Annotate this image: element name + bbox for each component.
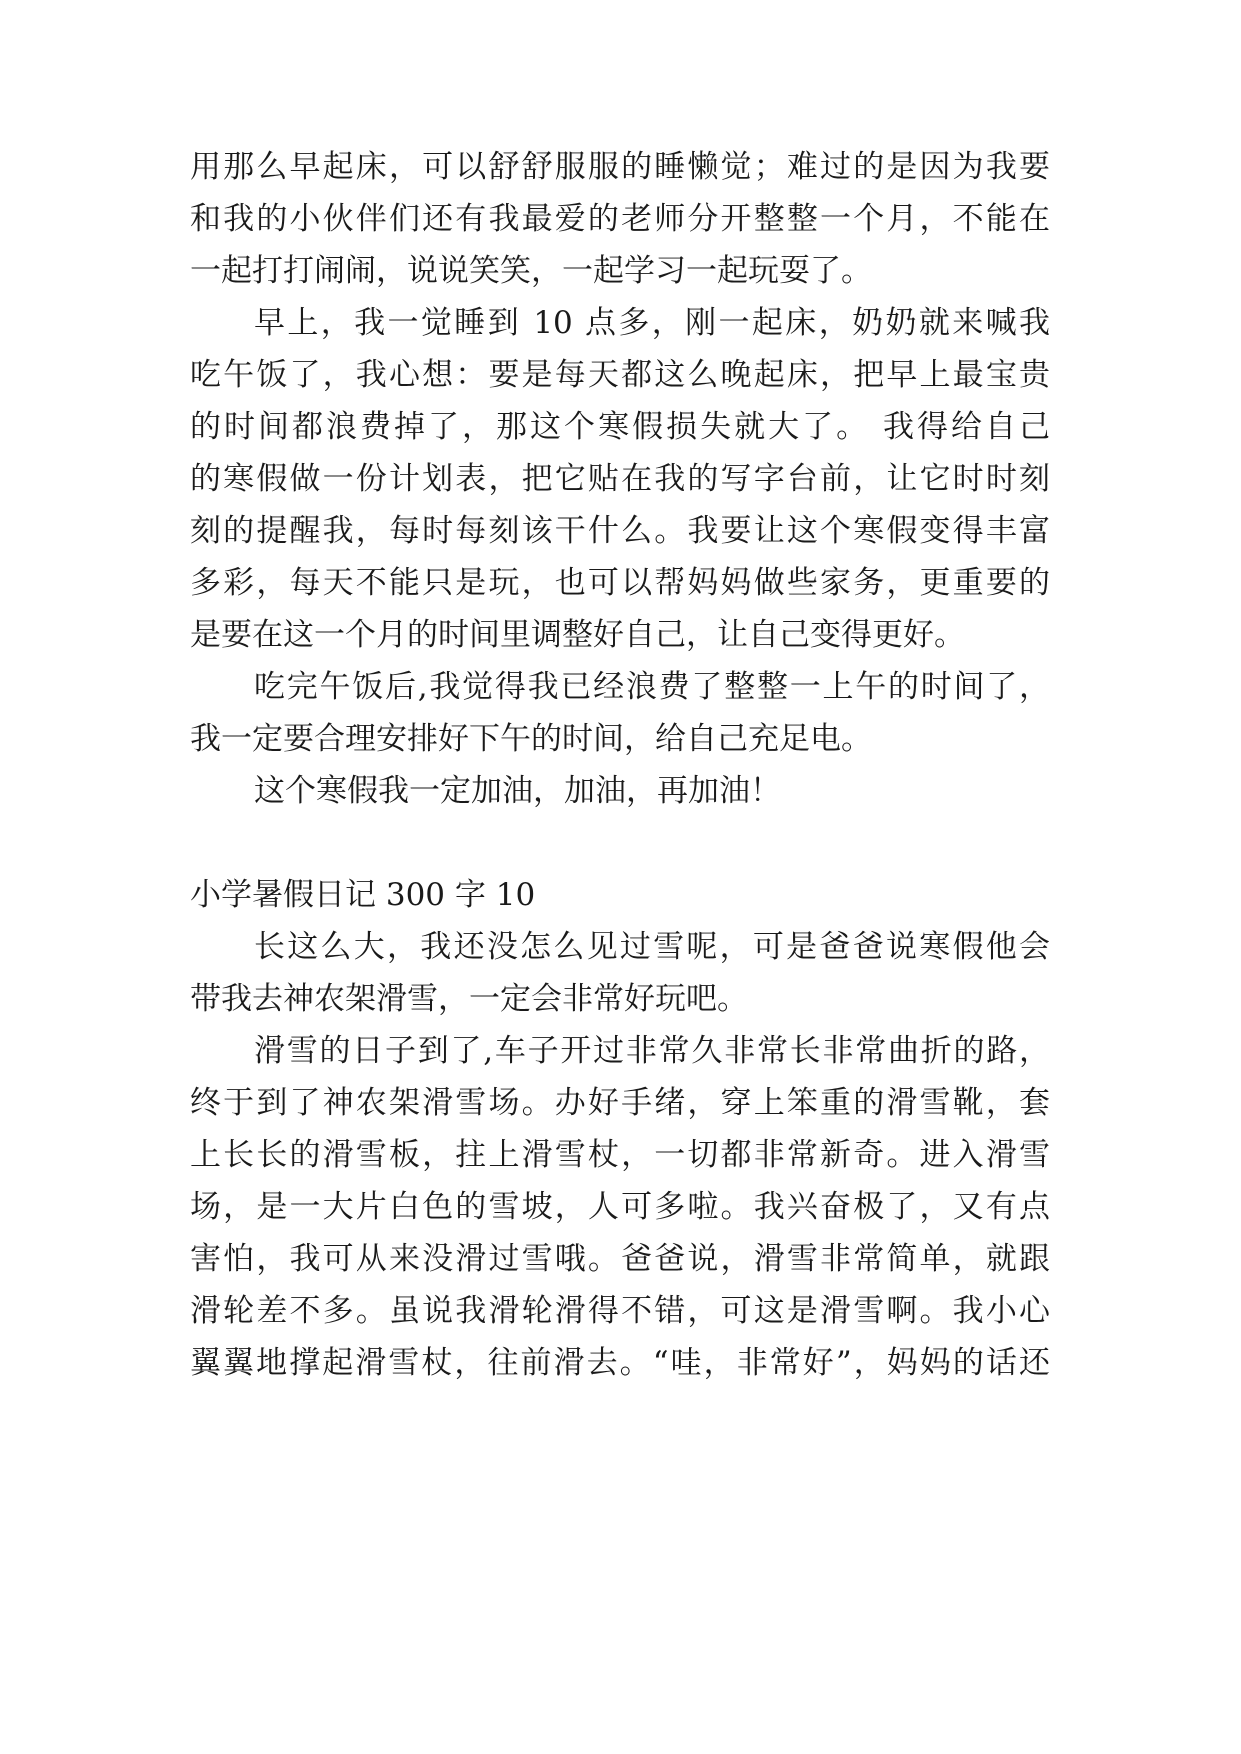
- paragraph-line: 和我的小伙伴们还有我最爱的老师分开整整一个月，不能在: [190, 201, 1050, 237]
- paragraph-line: 早上，我一觉睡到 10 点多，刚一起床，奶奶就来喊我: [254, 305, 1050, 341]
- paragraph-line: 的寒假做一份计划表，把它贴在我的写字台前，让它时时刻: [190, 461, 1050, 497]
- paragraph-line: 多彩，每天不能只是玩，也可以帮妈妈做些家务，更重要的: [190, 565, 1050, 601]
- paragraph-line: 滑轮差不多。虽说我滑轮滑得不错，可这是滑雪啊。我小心: [190, 1293, 1050, 1329]
- paragraph-line: 长这么大，我还没怎么见过雪呢，可是爸爸说寒假他会: [254, 929, 1050, 965]
- section-title: 小学暑假日记 300 字 10: [190, 877, 536, 913]
- paragraph-line: 用那么早起床，可以舒舒服服的睡懒觉；难过的是因为我要: [190, 149, 1050, 185]
- paragraph-line: 一起打打闹闹，说说笑笑，一起学习一起玩耍了。: [190, 253, 872, 289]
- paragraph-line: 带我去神农架滑雪，一定会非常好玩吧。: [190, 981, 748, 1017]
- paragraph-line: 害怕，我可从来没滑过雪哦。爸爸说，滑雪非常简单，就跟: [190, 1241, 1050, 1277]
- paragraph-line: 是要在这一个月的时间里调整好自己，让自己变得更好。: [190, 617, 965, 653]
- paragraph-line: 的时间都浪费掉了，那这个寒假损失就大了。 我得给自己: [190, 409, 1050, 445]
- paragraph-line: 这个寒假我一定加油，加油，再加油！: [254, 773, 781, 809]
- paragraph-line: 刻的提醒我，每时每刻该干什么。我要让这个寒假变得丰富: [190, 513, 1050, 549]
- paragraph-line: 吃完午饭后,我觉得我已经浪费了整整一上午的时间了，: [254, 669, 1050, 705]
- paragraph-line: 滑雪的日子到了,车子开过非常久非常长非常曲折的路，: [254, 1033, 1050, 1069]
- paragraph-line: 上长长的滑雪板，拄上滑雪杖，一切都非常新奇。进入滑雪: [190, 1137, 1050, 1173]
- paragraph-line: 吃午饭了，我心想：要是每天都这么晚起床，把早上最宝贵: [190, 357, 1050, 393]
- paragraph-line: 我一定要合理安排好下午的时间，给自己充足电。: [190, 721, 872, 757]
- paragraph-line: 终于到了神农架滑雪场。办好手绪，穿上笨重的滑雪靴，套: [190, 1085, 1050, 1121]
- paragraph-line: 翼翼地撑起滑雪杖，往前滑去。“哇，非常好”，妈妈的话还: [190, 1345, 1050, 1381]
- paragraph-line: 场，是一大片白色的雪坡，人可多啦。我兴奋极了，又有点: [190, 1189, 1050, 1225]
